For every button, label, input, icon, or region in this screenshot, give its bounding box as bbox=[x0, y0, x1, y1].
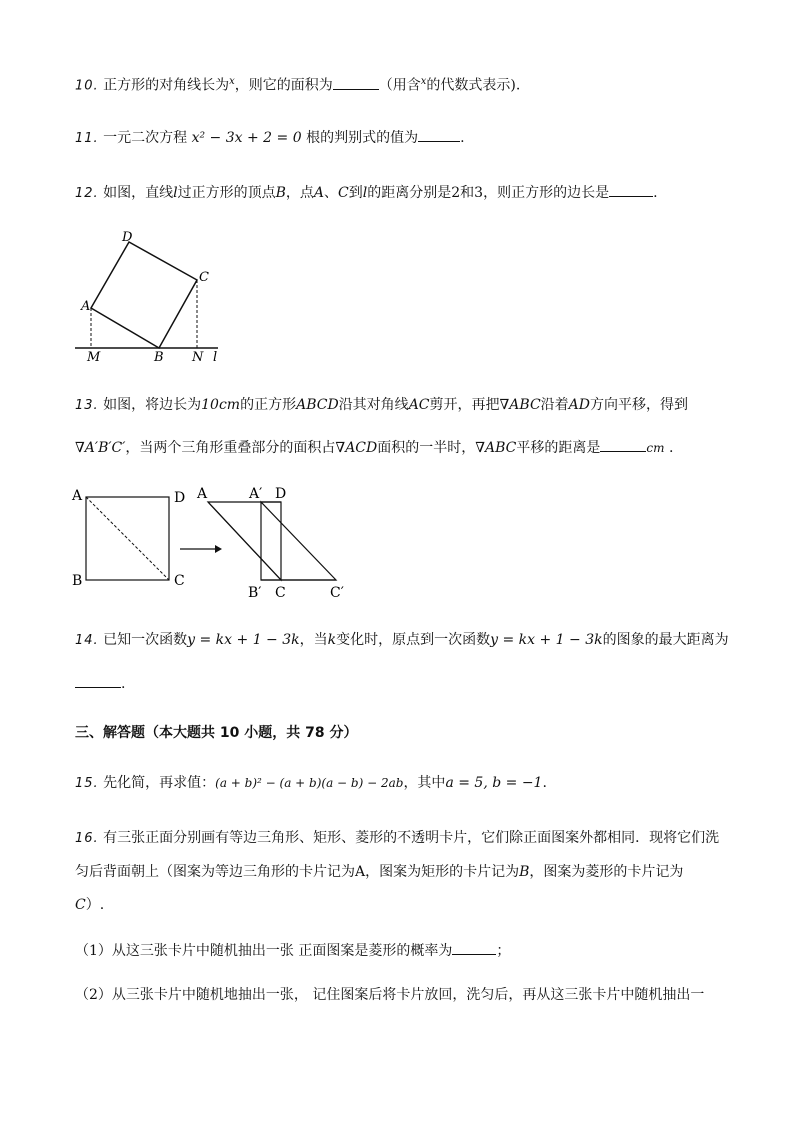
question-text: 剪开，再把 bbox=[429, 397, 500, 413]
question-text: ，图案为菱形的卡片记为 bbox=[529, 864, 684, 880]
question-text: 方向平移，得到 bbox=[590, 397, 689, 413]
question-text: 有三张正面分别画有等边三角形、矩形、菱形的不透明卡片，它们除正面图案外都相同．现将它们洗 bbox=[103, 830, 720, 846]
label-m: M bbox=[87, 350, 101, 365]
question-16-line-2 bbox=[75, 862, 683, 882]
variable: l bbox=[173, 185, 178, 201]
question-text: . bbox=[542, 775, 547, 791]
question-text: 、 bbox=[324, 185, 339, 201]
variable: ∇ABC bbox=[499, 397, 541, 413]
question-text: 如图，将边长为 bbox=[103, 397, 202, 413]
question-text: 的距离分别是 bbox=[367, 185, 452, 201]
variable: A bbox=[313, 185, 325, 201]
question-13-line-1 bbox=[75, 395, 688, 416]
label-a: A bbox=[72, 488, 83, 504]
label-d-right: D bbox=[275, 486, 287, 502]
question-11 bbox=[75, 127, 465, 149]
variable: C bbox=[75, 897, 86, 913]
function: y = kx + 1 − 3k bbox=[490, 632, 603, 648]
length: 10cm bbox=[201, 397, 241, 413]
label-l: l bbox=[213, 350, 218, 365]
question-text: （1）从这三张卡片中随机抽出一张 正面图案是菱形的概率为 bbox=[75, 943, 453, 959]
triangle-apbpcp bbox=[261, 502, 336, 580]
label-c: C bbox=[199, 270, 209, 285]
equation: x² − 3x + 2 = 0 bbox=[191, 130, 302, 146]
variable: ∇A′B′C′ bbox=[75, 440, 126, 456]
question-text: . bbox=[653, 185, 658, 201]
label-c-right: C bbox=[275, 585, 286, 601]
answer-blank[interactable] bbox=[600, 437, 646, 452]
question-16-line-1 bbox=[75, 828, 719, 849]
square-abcd bbox=[91, 242, 197, 348]
question-text: ； bbox=[496, 943, 511, 959]
question-text: 沿其对角线 bbox=[338, 397, 409, 413]
question-text: 先化简，再求值： bbox=[103, 775, 216, 791]
question-text: ）. bbox=[85, 897, 105, 913]
question-text: ，其中 bbox=[403, 775, 446, 791]
question-text: （用含 bbox=[378, 77, 421, 94]
label-a-right: A bbox=[197, 486, 208, 502]
question-16-line-3 bbox=[75, 895, 104, 915]
question-13-line-2 bbox=[75, 437, 673, 458]
diagonal-ac bbox=[208, 502, 281, 580]
number: 3 bbox=[474, 185, 484, 201]
question-16-part-2 bbox=[75, 985, 704, 1005]
question-12 bbox=[75, 182, 658, 204]
question-text: 面积的一半时， bbox=[377, 440, 476, 456]
question-text: 平移的距离是 bbox=[516, 440, 601, 456]
label-n: N bbox=[192, 350, 204, 365]
label-c-prime: C′ bbox=[330, 585, 344, 601]
diagonal-ac bbox=[86, 497, 169, 580]
question-text: ，当 bbox=[299, 632, 328, 648]
label-b: B bbox=[154, 350, 164, 365]
question-number: 11. bbox=[75, 131, 99, 146]
question-14-line-2 bbox=[75, 673, 125, 694]
condition: a = 5, b = −1 bbox=[445, 775, 543, 791]
question-text: . bbox=[460, 130, 465, 146]
expression: (a + b)² − (a + b)(a − b) − 2ab bbox=[215, 776, 404, 790]
answer-blank[interactable] bbox=[452, 940, 496, 955]
answer-blank[interactable] bbox=[333, 75, 379, 90]
question-text: 正方形的对角线长为 bbox=[103, 77, 230, 94]
question-text: ，点 bbox=[285, 185, 314, 201]
square-on-line-figure bbox=[70, 230, 230, 365]
question-number: 13. bbox=[75, 398, 99, 413]
label-b: B bbox=[72, 573, 83, 589]
question-text: （2）从三张卡片中随机地抽出一张， 记住图案后将卡片放回，洗匀后，再从这三张卡片中随机抽出一 bbox=[75, 987, 705, 1003]
label-a-prime: A′ bbox=[249, 486, 263, 502]
label-b-prime: B′ bbox=[248, 585, 262, 601]
question-number: 12. bbox=[75, 186, 99, 201]
answer-blank[interactable] bbox=[75, 673, 121, 688]
question-number: 15. bbox=[75, 776, 99, 791]
question-text: ，则它的面积为 bbox=[234, 77, 333, 94]
question-text: 根的判别式的值为 bbox=[306, 130, 419, 146]
label-a: A bbox=[81, 299, 91, 314]
question-number: 10. bbox=[75, 78, 99, 94]
variable: AD bbox=[568, 397, 591, 413]
variable: B bbox=[275, 185, 286, 201]
question-number: 16. bbox=[75, 831, 99, 846]
variable: k bbox=[327, 632, 337, 648]
arrow-head-icon bbox=[215, 545, 222, 553]
question-15 bbox=[75, 773, 547, 794]
label-d: D bbox=[174, 490, 186, 506]
label-c: C bbox=[174, 573, 185, 589]
variable-x: x bbox=[420, 76, 427, 87]
question-text: ，图案为矩形的卡片记为 bbox=[365, 864, 520, 880]
question-16-part-1 bbox=[75, 940, 510, 961]
variable: AC bbox=[408, 397, 430, 413]
variable-x: x bbox=[229, 76, 235, 87]
question-14 bbox=[75, 630, 729, 651]
question-text: 的正方形 bbox=[240, 397, 297, 413]
answer-blank[interactable] bbox=[418, 127, 460, 142]
question-text: 的代数式表示). bbox=[426, 77, 521, 94]
translation-figure bbox=[70, 482, 370, 602]
unit: cm bbox=[646, 441, 665, 455]
question-text: ，则正方形的边长是 bbox=[483, 185, 610, 201]
question-text: 如图，直线 bbox=[103, 185, 174, 201]
answer-blank[interactable] bbox=[609, 182, 653, 197]
question-text: 过正方形的顶点 bbox=[177, 185, 276, 201]
question-text: 一元二次方程 bbox=[103, 130, 188, 146]
question-text: 已知一次函数 bbox=[103, 632, 188, 648]
question-text: . bbox=[121, 676, 126, 692]
variable: C bbox=[338, 185, 349, 201]
question-text: 和 bbox=[460, 185, 475, 201]
label-d: D bbox=[122, 230, 133, 245]
number: 2 bbox=[451, 185, 461, 201]
question-text: 变化时，原点到一次函数 bbox=[336, 632, 491, 648]
section-heading: 三、解答题（本大题共 10 小题，共 78 分） bbox=[75, 725, 358, 741]
variable: ∇ABC bbox=[475, 440, 517, 456]
question-number: 14. bbox=[75, 633, 99, 648]
question-text: 的图象的最大距离为 bbox=[602, 632, 729, 648]
question-text: 沿着 bbox=[540, 397, 569, 413]
question-10 bbox=[75, 72, 520, 97]
variable: ∇ACD bbox=[335, 440, 378, 456]
function: y = kx + 1 − 3k bbox=[187, 632, 300, 648]
question-text: . bbox=[664, 440, 674, 456]
variable: l bbox=[362, 185, 368, 201]
question-text: 到 bbox=[348, 185, 363, 201]
question-text: ，当两个三角形重叠部分的面积占 bbox=[125, 440, 336, 456]
question-text: 匀后背面朝上（图案为等边三角形的卡片记为 bbox=[75, 864, 355, 880]
variable: ABCD bbox=[296, 397, 339, 413]
variable: B bbox=[519, 864, 530, 880]
variable: A bbox=[355, 864, 366, 880]
